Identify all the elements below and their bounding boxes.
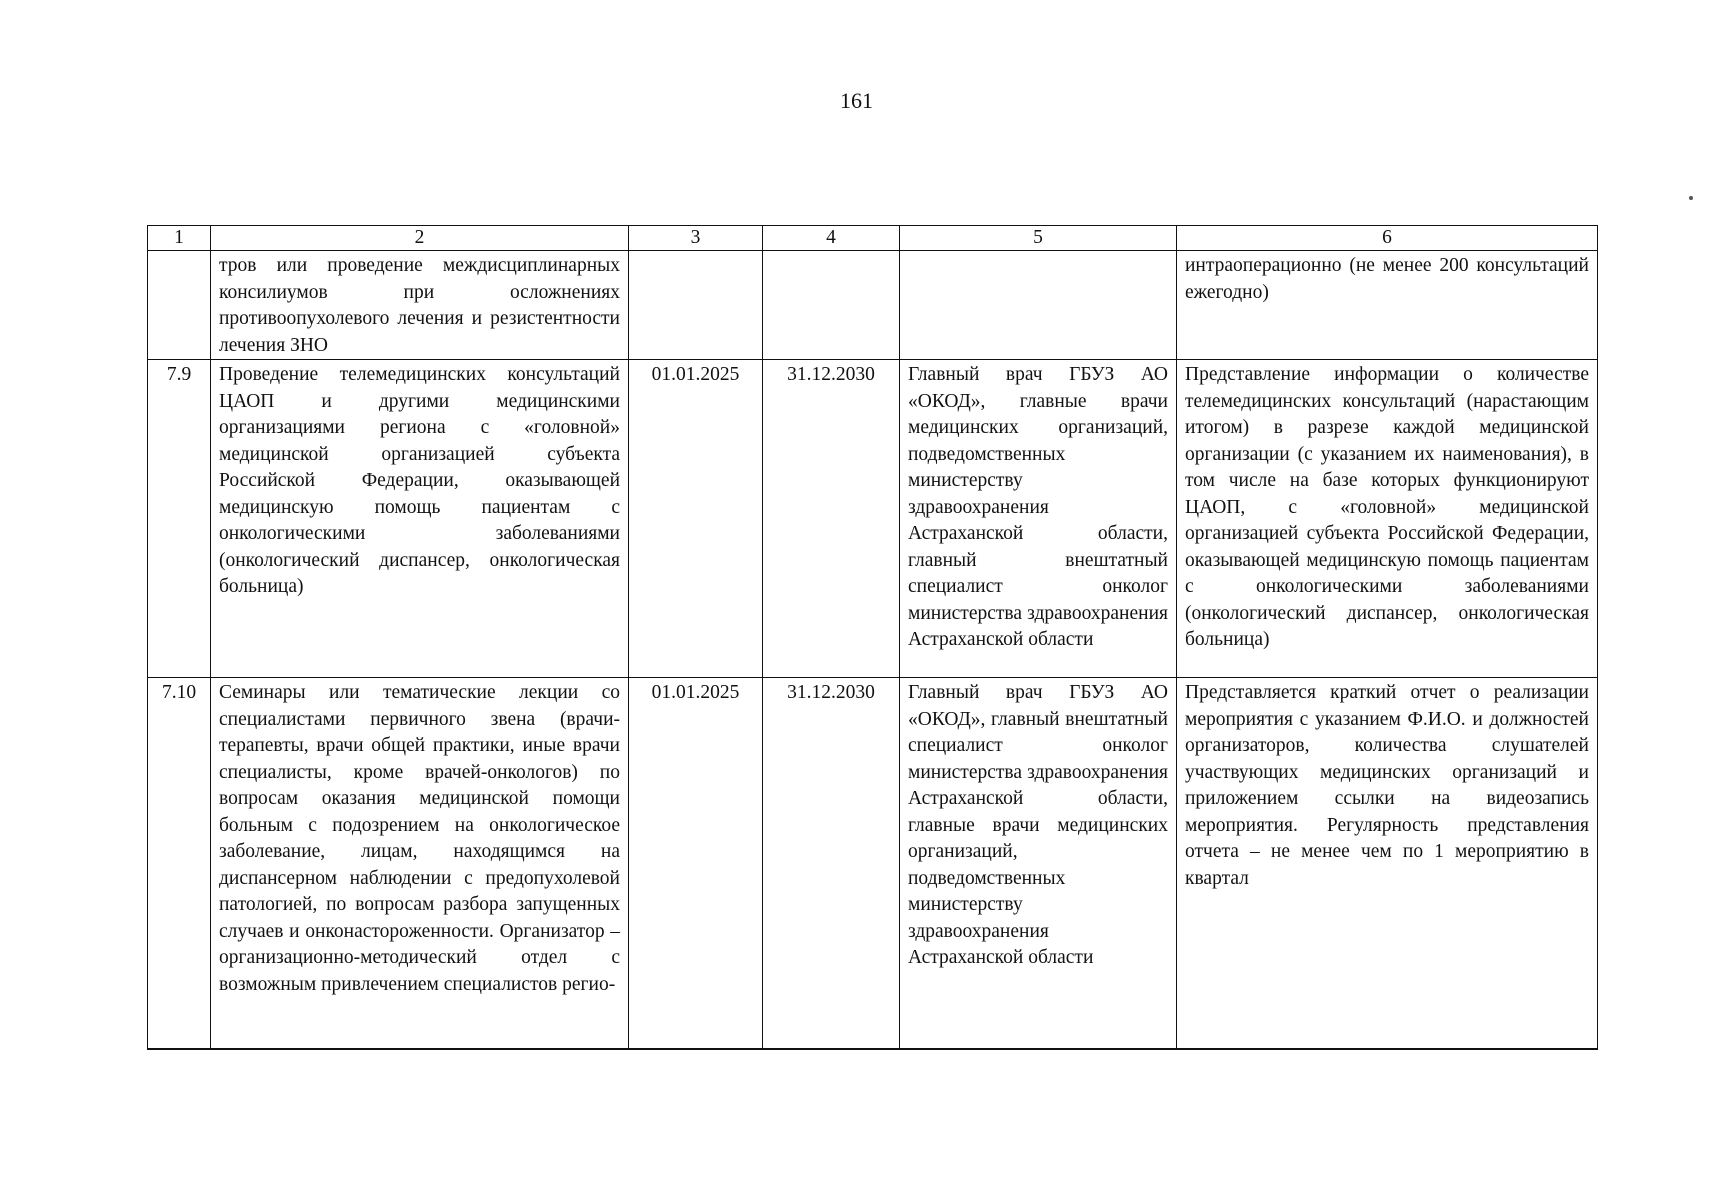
column-header-6: 6 (1177, 226, 1598, 251)
plan-table (147, 225, 1598, 1050)
result-cell: Представляется краткий отчет о реализации мероприятия с указанием Ф.И.О. и должностей организаторов, количества слушателей участвующих медицинских организаций и приложением ссылки на видеозапись мероприятия. Регулярность представления отчета – не менее чем по 1 мероприятию в квартал (1177, 678, 1598, 1049)
column-header-1: 1 (148, 226, 211, 251)
end-date-cell: 31.12.2030 (763, 360, 900, 678)
start-date-cell (629, 251, 763, 360)
scan-speck (1689, 196, 1693, 200)
activity-cell: тров или проведение междисциплинарных консилиумов при осложнениях противоопухолевого лечения и резистентности лечения ЗНО (211, 251, 629, 360)
column-header-5: 5 (900, 226, 1177, 251)
table-header-row (148, 226, 1598, 251)
responsible-cell: Главный врач ГБУЗ АО «ОКОД», главный внештатный специалист онколог министерства здравоохранения Астраханской области, главные врачи медицинских организаций, подведомственных министерству здравоохранения Астраханской области (900, 678, 1177, 1049)
table-row-7-9 (148, 360, 1598, 678)
result-cell: Представление информации о количестве телемедицинских консультаций (нарастающим итогом) в разрезе каждой медицинской организации (с указанием их наименования), в том числе на базе которых функционируют ЦАОП, с «головной» медицинской организацией субъекта Российской Федерации, оказывающей медицинскую помощь пациентам с онкологическими заболеваниями (онкологический диспансер, онкологическая больница) (1177, 360, 1598, 678)
activity-cell: Проведение телемедицинских консультаций ЦАОП и другими медицинскими организациями региона с «головной» медицинской организацией субъекта Российской Федерации, оказывающей медицинскую помощь пациентам с онкологическими заболеваниями (онкологический диспансер, онкологическая больница) (211, 360, 629, 678)
column-header-3: 3 (629, 226, 763, 251)
table-row-7-10 (148, 678, 1598, 1049)
start-date-cell: 01.01.2025 (629, 360, 763, 678)
end-date-cell: 31.12.2030 (763, 678, 900, 1049)
column-header-4: 4 (763, 226, 900, 251)
responsible-cell: Главный врач ГБУЗ АО «ОКОД», главные врачи медицинских организаций, подведомственных министерству здравоохранения Астраханской области, главный внештатный специалист онколог министерства здравоохранения Астраханской области (900, 360, 1177, 678)
row-number-cell (148, 251, 211, 360)
activity-cell: Семинары или тематические лекции со специалистами первичного звена (врачи-терапевты, врачи общей практики, иные врачи специалисты, кроме врачей-онкологов) по вопросам оказания медицинской помощи больным с подозрением на онкологическое заболевание, лицам, находящимся на диспансерном наблюдении с предопухолевой патологией, по вопросам разбора запущенных случаев и онконастороженности. Организатор – организационно-методический отдел с возможным привлечением специалистов регио- (211, 678, 629, 1049)
column-header-2: 2 (211, 226, 629, 251)
row-number-cell: 7.10 (148, 678, 211, 1049)
start-date-cell: 01.01.2025 (629, 678, 763, 1049)
page-number: 161 (840, 88, 873, 113)
end-date-cell (763, 251, 900, 360)
result-cell: интраоперационно (не менее 200 консультаций ежегодно) (1177, 251, 1598, 360)
row-number-cell: 7.9 (148, 360, 211, 678)
responsible-cell (900, 251, 1177, 360)
table-row-continuation (148, 251, 1598, 360)
